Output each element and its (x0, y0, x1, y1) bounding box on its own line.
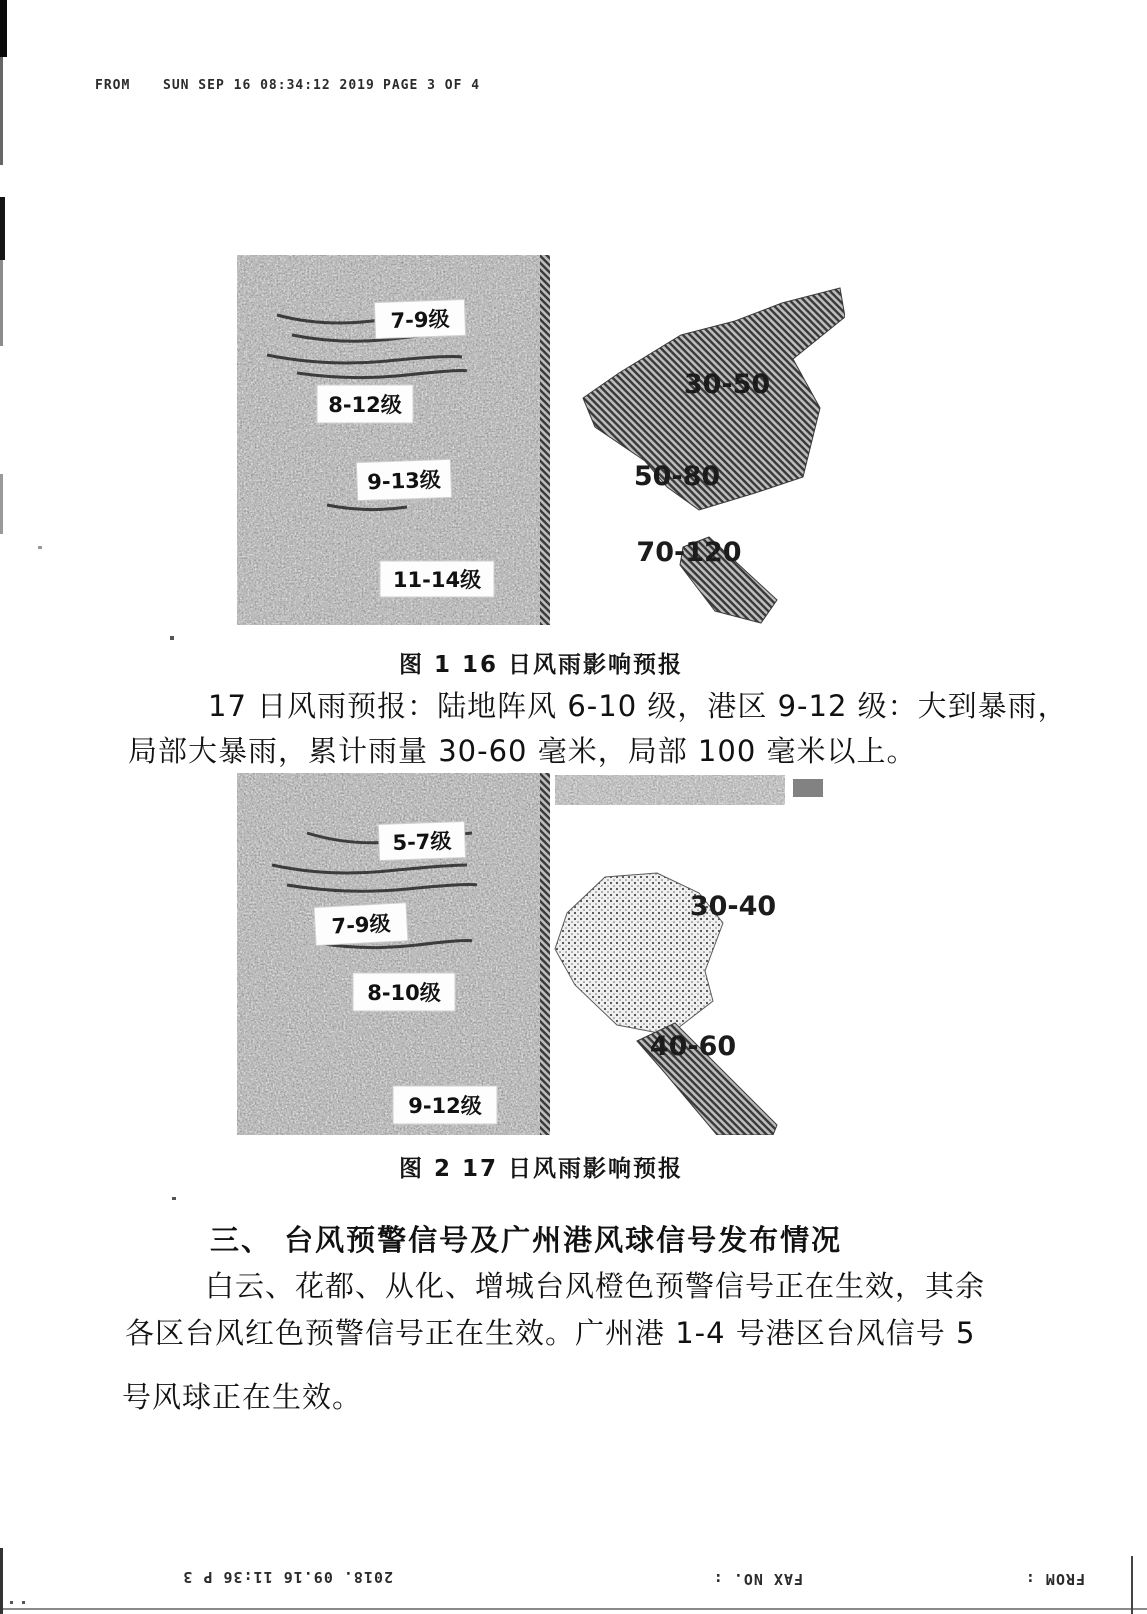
scan-artifact (793, 779, 823, 797)
section-paragraph-line2: 各区台风红色预警信号正在生效。广州港 1-4 号港区台风信号 5 (125, 1316, 976, 1350)
wind-label: 9-12级 (408, 1094, 482, 1118)
scan-artifact (0, 197, 5, 260)
scan-artifact (555, 775, 785, 805)
fax-footer-from-label: FROM : (1024, 1570, 1085, 1588)
scan-frame-bottom-line (0, 1608, 1147, 1610)
wind-label: 11-14级 (392, 568, 482, 592)
wind-label: 7-9级 (390, 306, 450, 334)
section-paragraph-line1: 白云、花都、从化、增城台风橙色预警信号正在生效，其余 (205, 1269, 986, 1303)
rain-label: 30-50 (683, 369, 771, 400)
section-heading: 三、 台风预警信号及广州港风球信号发布情况 (210, 1223, 843, 1257)
scan-frame-left-line (0, 1548, 3, 1614)
wind-label: 7-9级 (330, 911, 392, 939)
forecast-paragraph-line2: 局部大暴雨，累计雨量 30-60 毫米，局部 100 毫米以上。 (128, 734, 917, 768)
rain-label: 70-120 (636, 537, 742, 568)
scan-artifact (10, 1601, 13, 1604)
scan-artifact (170, 636, 174, 640)
fax-footer-fax-number-label: FAX NO. : (712, 1570, 803, 1588)
section-paragraph-line3: 号风球正在生效。 (122, 1380, 363, 1414)
scan-artifact (0, 0, 7, 57)
fax-page-indicator: PAGE 3 OF 4 (383, 78, 481, 93)
figure-1-caption: 图 1 16 日风雨影响预报 (398, 652, 684, 678)
forecast-paragraph-line1: 17 日风雨预报：陆地阵风 6-10 级，港区 9-12 级：大到暴雨， (208, 689, 1068, 723)
rain-label: 50-80 (633, 461, 721, 492)
fax-from-label: FROM (95, 78, 131, 93)
wind-label: 8-10级 (367, 981, 441, 1005)
wind-label: 5-7级 (392, 828, 452, 856)
scan-artifact (172, 1197, 176, 1200)
scan-artifact (0, 474, 3, 534)
map-divider-strip (540, 773, 550, 1135)
rain-label: 40-60 (649, 1031, 737, 1062)
fax-footer-timestamp: 2018. 09.16 11:36 P 3 (182, 1568, 393, 1586)
scan-frame-right-line (1131, 1556, 1133, 1614)
rain-label: 30-40 (689, 891, 777, 922)
figure-1-forecast-map (237, 255, 845, 625)
figure-2-forecast-map (237, 773, 845, 1135)
map-divider-strip (540, 255, 550, 625)
wind-label: 9-13级 (366, 467, 442, 495)
scan-artifact (0, 260, 3, 346)
scan-artifact (0, 57, 3, 165)
figure-2-caption: 图 2 17 日风雨影响预报 (398, 1156, 684, 1182)
fax-timestamp: SUN SEP 16 08:34:12 2019 (163, 78, 375, 93)
scan-artifact (22, 1601, 25, 1604)
scan-artifact (38, 546, 42, 549)
wind-label: 8-12级 (328, 393, 402, 417)
